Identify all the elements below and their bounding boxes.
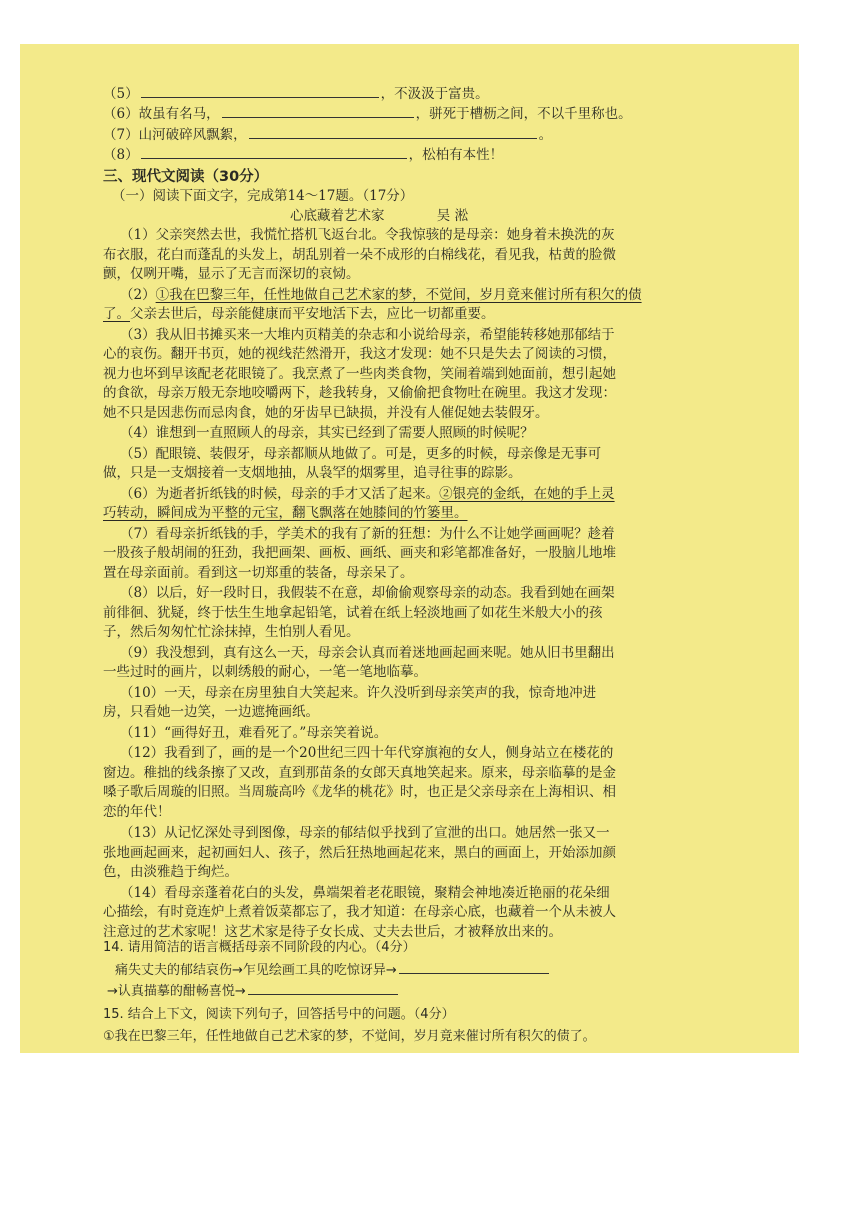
questions-bottom [20, 959, 799, 1053]
paragraph-line: （3）我从旧书摊买来一大堆内页精美的杂志和小说给母亲，希望能转移她那郁结于 [120, 326, 615, 343]
article-title: 心底藏着艺术家 [290, 207, 385, 224]
paragraph-line: 布衣服，花白而蓬乱的头发上，胡乱别着一朵不成形的白棉线花，看见我，枯黄的脸微 [103, 246, 616, 263]
paragraph-line: 一些过时的画片，以刺绣般的耐心，一笔一笔地临摹。 [103, 664, 427, 681]
paragraph-line: 色，由淡雅趋于绚烂。 [103, 864, 238, 881]
q5-text: ，不汲汲于富贵。 [380, 86, 489, 103]
answer-blank[interactable] [222, 103, 414, 118]
q8-text: ，松柏有本性！ [408, 147, 504, 164]
article-title-row [290, 206, 703, 226]
paragraph-line: （14）看母亲蓬着花白的头发，鼻端架着老花眼镜，聚精会神地凑近艳丽的花朵细 [120, 884, 610, 901]
answer-blank[interactable] [248, 980, 398, 995]
blank-q8 [103, 144, 703, 165]
paragraph-6-lead: （6）为逝者折纸钱的时候，母亲的手才又活了起来。 [120, 485, 440, 502]
paragraph-line: 颤，仅咧开嘴，显示了无言而深切的哀恸。 [103, 266, 360, 283]
question-14-answer-line1 [115, 959, 551, 978]
paragraph-line: （10）一天，母亲在房里独自大笑起来。许久没听到母亲笑声的我，惊奇地冲进 [120, 684, 597, 701]
paragraph-line: 注意过的艺术家呢！这艺术家是待子女长成、丈夫去世后，才被释放出来的。 [103, 923, 562, 940]
q5-number: （5） [103, 86, 139, 103]
paragraph-line: （1）父亲突然去世，我慌忙搭机飞返台北。令我惊骇的是母亲：她身着未换洗的灰 [120, 227, 615, 244]
answer-blank[interactable] [141, 144, 407, 159]
paragraph-line: 的食欲，母亲万般无奈地咬嚼两下，趁我转身，又偷偷把食物吐在碗里。我这才发现： [103, 385, 616, 402]
paragraph-line: 张地画起画来，起初画妇人、孩子，然后狂热地画起花来，黑白的画面上，开始添加颜 [103, 844, 616, 861]
paragraph-6-line2 [103, 503, 703, 523]
paragraph-line: 心的哀伤。翻开书页，她的视线茫然滑开，我这才发现：她不只是失去了阅读的习惯， [103, 346, 616, 363]
underlined-sentence-2: ②银亮的金纸，在她的手上灵 [439, 485, 615, 502]
q6-text: ，骈死于槽枥之间，不以千里称也。 [415, 105, 632, 122]
paragraph-line: 置在母亲面前。看到这一切郑重的装备，母亲呆了。 [103, 564, 414, 581]
article-author: 吴 淞 [436, 207, 469, 224]
paragraph-line: （5）配眼镜、装假牙，母亲都顺从地做了。可是，更多的时候，母亲像是无事可 [120, 445, 602, 462]
paragraph-line: 做，只是一支烟接着一支烟地抽，从袅罕的烟雾里，追寻往事的踪影。 [103, 465, 522, 482]
question-15: 15. 结合上下文，阅读下列句子，回答括号中的问题。（4分） [103, 1007, 455, 1022]
paragraph-line: 前徘徊、犹疑，终于怯生生地拿起铅笔，试着在纸上轻淡地画了如花生米般大小的孩 [103, 604, 603, 621]
paragraph-line: （4）谁想到一直照顾人的母亲，其实已经到了需要人照顾的时候呢？ [120, 425, 534, 442]
blank-q6 [103, 103, 703, 124]
section-heading: 三、现代文阅读（30分） [103, 168, 269, 185]
paragraph-line: 子，然后匆匆忙忙涂抹掉，生怕别人看见。 [103, 624, 360, 641]
answer-blank[interactable] [141, 83, 379, 98]
answer-blank[interactable] [399, 959, 549, 974]
paragraph-line: 心描绘，有时竟连炉上煮着饭菜都忘了，我才知道：在母亲心底，也藏着一个从未被人 [103, 904, 616, 921]
paragraph-2-rest: 父亲去世后，母亲能健康而平安地活下去，应比一切都重要。 [130, 306, 495, 323]
paragraph-line: 嗓子歌后周璇的旧照。当周璇高吟《龙华的桃花》时，也正是父亲母亲在上海相识、相 [103, 784, 616, 801]
q6-pre: 故虽有名马， [138, 105, 220, 122]
underlined-sentence-2-end: 巧转动，瞬间成为平整的元宝，翻飞飘落在她膝间的竹篓里。 [103, 505, 468, 522]
paragraph-line: （9）我没想到，真有这么一天，母亲会认真而着迷地画起画来呢。她从旧书里翻出 [120, 644, 615, 661]
blank-q5 [103, 83, 703, 104]
paragraph-line: 她不只是因悲伤而忌肉食，她的牙齿早已缺损，并没有人催促她去装假牙。 [103, 404, 549, 421]
exam-paper [20, 44, 799, 1053]
paragraph-line: （8）以后，好一段时日，我假装不在意，却偷偷观察母亲的动态。我看到她在画架 [120, 585, 615, 602]
paragraph-line: 视力也坏到早该配老花眼镜了。我烹煮了一些肉类食物，笑闹着端到她面前，想引起她 [103, 365, 616, 382]
paragraph-line: 恋的年代！ [103, 803, 171, 820]
paragraph-line: （11）“画得好丑，难看死了。”母亲笑着说。 [120, 724, 388, 741]
paragraph-2-line1 [120, 285, 703, 305]
question-14-answer-line2 [103, 980, 400, 999]
paragraph-line: 窗边。稚拙的线条擦了又改，直到那苗条的女郎天真地笑起来。原来，母亲临摹的是金 [103, 764, 616, 781]
q7-number: （7） [103, 126, 139, 143]
underlined-sentence-1-end: 了。 [103, 306, 130, 323]
answer-blank[interactable] [249, 124, 537, 139]
paragraph-6-line1 [120, 484, 703, 504]
blank-q7 [103, 124, 703, 145]
paragraph-line: 一股孩子般胡闹的狂劲，我把画架、画板、画纸、画夹和彩笔都准备好，一股脑儿地堆 [103, 545, 616, 562]
paragraph-line: （13）从记忆深处寻到图像，母亲的郁结似乎找到了宣泄的出口。她居然一张又一 [120, 825, 610, 842]
q7-text: 。 [538, 126, 553, 143]
q8-number: （8） [103, 147, 139, 164]
q14-chain: 痛失丈夫的郁结哀伤→乍见绘画工具的吃惊讶异→ [115, 963, 397, 978]
q6-number: （6） [103, 105, 139, 122]
q14-chain-2: →认真描摹的酣畅喜悦→ [107, 984, 246, 999]
paragraph-line: （7）看母亲折纸钱的手，学美术的我有了新的狂想：为什么不让她学画画呢？趁着 [120, 525, 615, 542]
paragraph-2-line2 [103, 304, 703, 324]
paragraph-line: （12）我看到了，画的是一个20世纪三四十年代穿旗袍的女人，侧身站立在楼花的 [120, 745, 614, 762]
question-15-sentence: ①我在巴黎三年，任性地做自己艺术家的梦，不觉间，岁月竟来催讨所有积欠的债了。 [103, 1029, 596, 1044]
paragraph-line: 房，只看她一边笑，一边遮掩画纸。 [103, 704, 319, 721]
q7-pre: 山河破碎风飘絮， [138, 126, 247, 143]
question-14: 14. 请用简洁的语言概括母亲不同阶段的内心。（4分） [103, 940, 416, 955]
underlined-sentence-1: ①我在巴黎三年，任性地做自己艺术家的梦，不觉间，岁月竟来催讨所有积欠的债 [155, 286, 642, 303]
section-subheading: （一）阅读下面文字，完成第14～17题。（17分） [112, 188, 414, 205]
paragraph-2-number: （2） [120, 286, 156, 303]
